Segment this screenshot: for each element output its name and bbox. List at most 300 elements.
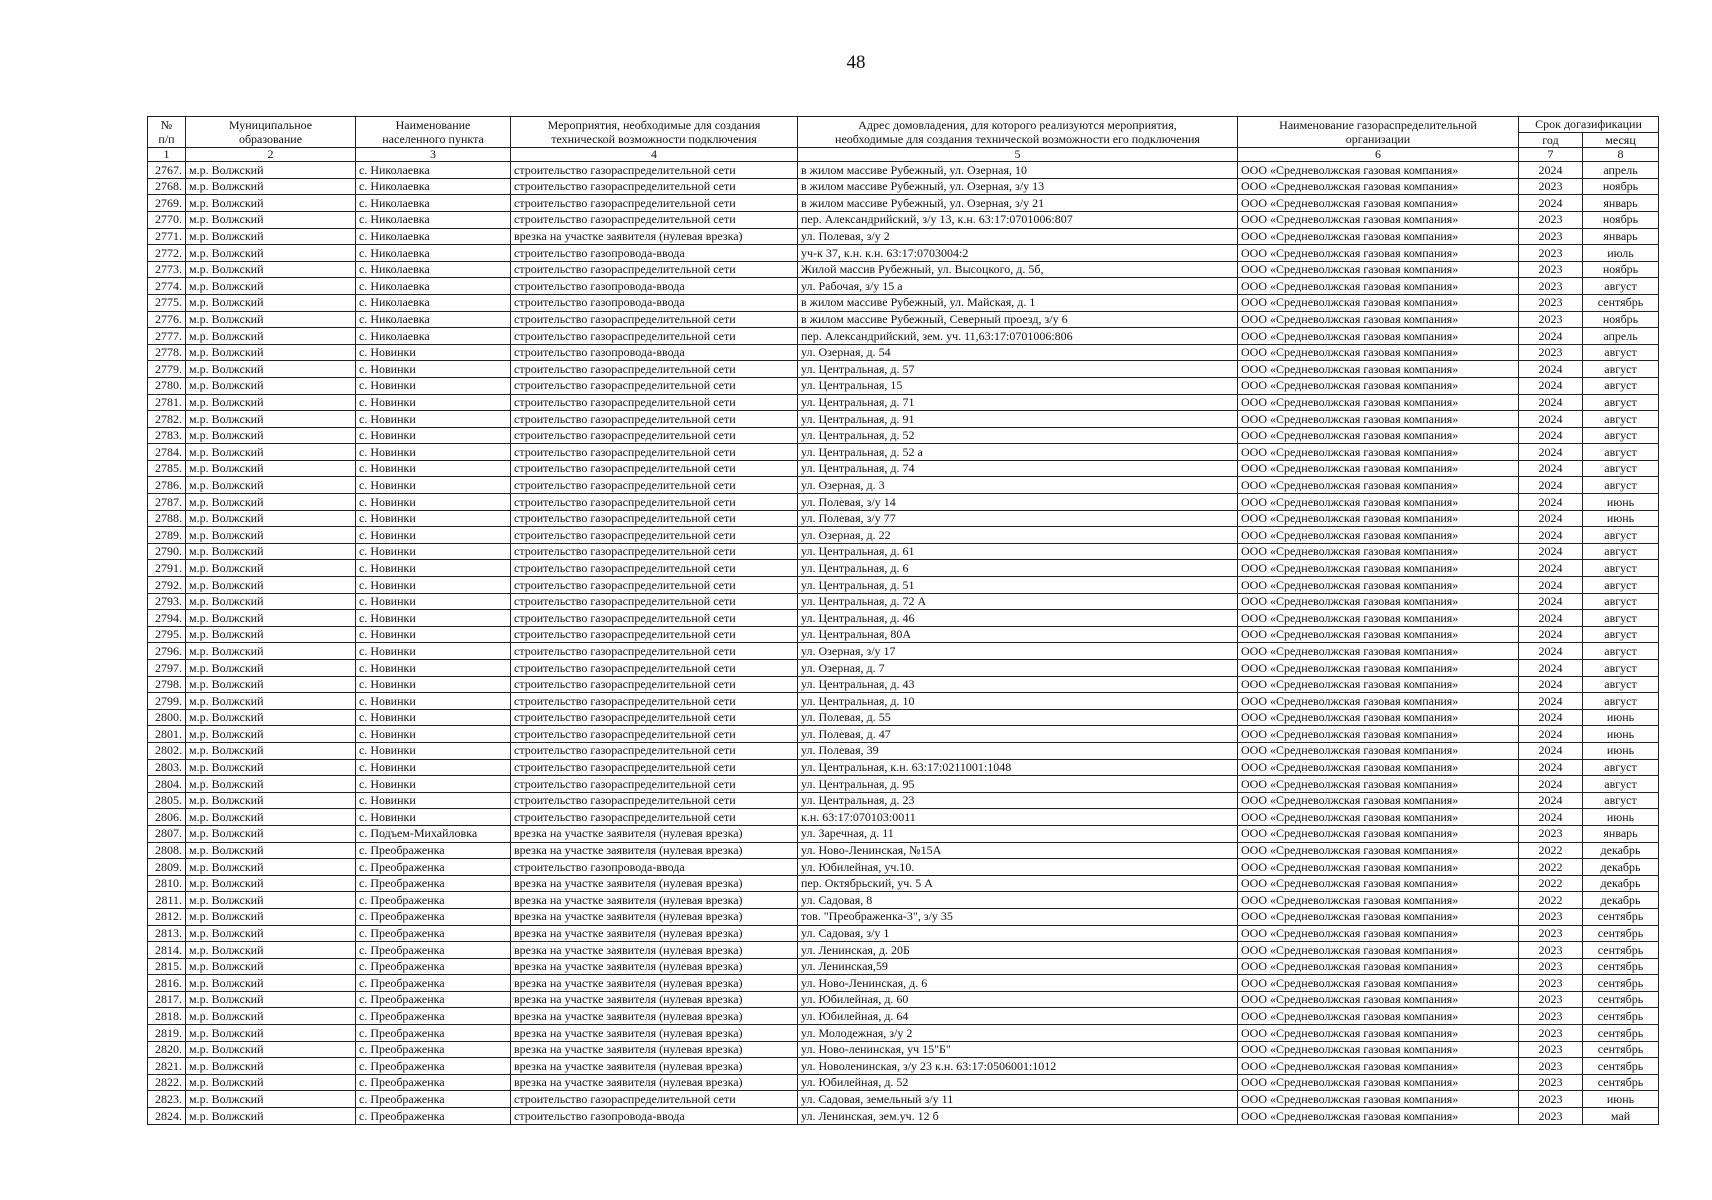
cell-gas-org: ООО «Средневолжская газовая компания» xyxy=(1238,195,1519,212)
cell-address: тов. "Преображенка-3", з/у 35 xyxy=(798,908,1238,925)
cell-num: 2806. xyxy=(148,809,186,826)
header-gas-org: Наименование газораспределительной организации xyxy=(1238,117,1519,148)
cell-municipality: м.р. Волжский xyxy=(186,693,356,710)
cell-month: ноябрь xyxy=(1583,211,1659,228)
cell-address: ул. Полевая, з/у 2 xyxy=(798,228,1238,245)
cell-measure: строительство газораспределительной сети xyxy=(511,444,798,461)
cell-num: 2793. xyxy=(148,593,186,610)
cell-month: июнь xyxy=(1583,726,1659,743)
cell-month: май xyxy=(1583,1108,1659,1125)
cell-year: 2024 xyxy=(1519,162,1583,179)
cell-settlement: с. Новинки xyxy=(356,560,511,577)
cell-year: 2023 xyxy=(1519,1074,1583,1091)
cell-measure: врезка на участке заявителя (нулевая врезка) xyxy=(511,908,798,925)
cell-address: ул. Полевая, 39 xyxy=(798,742,1238,759)
cell-month: август xyxy=(1583,278,1659,295)
table-row xyxy=(148,577,1659,594)
cell-gas-org: ООО «Средневолжская газовая компания» xyxy=(1238,162,1519,179)
cell-month: январь xyxy=(1583,228,1659,245)
cell-num: 2818. xyxy=(148,1008,186,1025)
cell-num: 2768. xyxy=(148,178,186,195)
cell-settlement: с. Преображенка xyxy=(356,958,511,975)
cell-address: ул. Центральная, д. 91 xyxy=(798,411,1238,428)
header-deadline: Срок догазификации xyxy=(1519,117,1659,133)
cell-gas-org: ООО «Средневолжская газовая компания» xyxy=(1238,311,1519,328)
cell-gas-org: ООО «Средневолжская газовая компания» xyxy=(1238,908,1519,925)
table-row xyxy=(148,1108,1659,1125)
cell-municipality: м.р. Волжский xyxy=(186,1025,356,1042)
table-body xyxy=(148,162,1659,1124)
cell-gas-org: ООО «Средневолжская газовая компания» xyxy=(1238,1008,1519,1025)
cell-municipality: м.р. Волжский xyxy=(186,859,356,876)
cell-settlement: с. Новинки xyxy=(356,577,511,594)
cell-gas-org: ООО «Средневолжская газовая компания» xyxy=(1238,1058,1519,1075)
cell-settlement: с. Новинки xyxy=(356,610,511,627)
cell-num: 2770. xyxy=(148,211,186,228)
cell-year: 2024 xyxy=(1519,742,1583,759)
cell-month: август xyxy=(1583,394,1659,411)
cell-address: ул. Заречная, д. 11 xyxy=(798,825,1238,842)
cell-num: 2796. xyxy=(148,643,186,660)
cell-gas-org: ООО «Средневолжская газовая компания» xyxy=(1238,460,1519,477)
cell-gas-org: ООО «Средневолжская газовая компания» xyxy=(1238,294,1519,311)
cell-year: 2024 xyxy=(1519,610,1583,627)
cell-address: в жилом массиве Рубежный, ул. Озерная, з/у 13 xyxy=(798,178,1238,195)
cell-year: 2024 xyxy=(1519,494,1583,511)
cell-num: 2775. xyxy=(148,294,186,311)
cell-address: в жилом массиве Рубежный, ул. Озерная, з/у 21 xyxy=(798,195,1238,212)
cell-address: ул. Центральная, д. 52 а xyxy=(798,444,1238,461)
cell-measure: строительство газораспределительной сети xyxy=(511,261,798,278)
cell-measure: строительство газораспределительной сети xyxy=(511,411,798,428)
cell-municipality: м.р. Волжский xyxy=(186,726,356,743)
cell-month: декабрь xyxy=(1583,875,1659,892)
table-row xyxy=(148,643,1659,660)
cell-measure: строительство газораспределительной сети xyxy=(511,311,798,328)
cell-settlement: с. Николаевка xyxy=(356,245,511,262)
cell-month: июль xyxy=(1583,245,1659,262)
cell-measure: строительство газораспределительной сети xyxy=(511,394,798,411)
cell-month: август xyxy=(1583,577,1659,594)
cell-year: 2024 xyxy=(1519,527,1583,544)
cell-settlement: с. Николаевка xyxy=(356,294,511,311)
cell-month: апрель xyxy=(1583,328,1659,345)
column-index: 4 xyxy=(511,148,798,162)
cell-measure: врезка на участке заявителя (нулевая врезка) xyxy=(511,991,798,1008)
cell-year: 2023 xyxy=(1519,942,1583,959)
cell-num: 2815. xyxy=(148,958,186,975)
cell-gas-org: ООО «Средневолжская газовая компания» xyxy=(1238,975,1519,992)
cell-num: 2801. xyxy=(148,726,186,743)
cell-measure: строительство газораспределительной сети xyxy=(511,709,798,726)
cell-gas-org: ООО «Средневолжская газовая компания» xyxy=(1238,726,1519,743)
cell-measure: строительство газораспределительной сети xyxy=(511,328,798,345)
cell-settlement: с. Новинки xyxy=(356,693,511,710)
cell-measure: строительство газораспределительной сети xyxy=(511,560,798,577)
cell-gas-org: ООО «Средневолжская газовая компания» xyxy=(1238,1025,1519,1042)
cell-settlement: с. Преображенка xyxy=(356,842,511,859)
cell-num: 2824. xyxy=(148,1108,186,1125)
cell-settlement: с. Новинки xyxy=(356,676,511,693)
cell-address: ул. Центральная, д. 52 xyxy=(798,427,1238,444)
cell-address: к.н. 63:17:070103:0011 xyxy=(798,809,1238,826)
table-row xyxy=(148,660,1659,677)
cell-settlement: с. Преображенка xyxy=(356,892,511,909)
cell-settlement: с. Новинки xyxy=(356,726,511,743)
cell-num: 2800. xyxy=(148,709,186,726)
column-index: 6 xyxy=(1238,148,1519,162)
table-row xyxy=(148,942,1659,959)
cell-municipality: м.р. Волжский xyxy=(186,245,356,262)
cell-gas-org: ООО «Средневолжская газовая компания» xyxy=(1238,477,1519,494)
cell-measure: врезка на участке заявителя (нулевая врезка) xyxy=(511,958,798,975)
cell-measure: строительство газораспределительной сети xyxy=(511,510,798,527)
cell-month: сентябрь xyxy=(1583,1008,1659,1025)
cell-year: 2024 xyxy=(1519,776,1583,793)
cell-num: 2784. xyxy=(148,444,186,461)
table-row xyxy=(148,975,1659,992)
cell-gas-org: ООО «Средневолжская газовая компания» xyxy=(1238,742,1519,759)
cell-address: ул. Центральная, д. 95 xyxy=(798,776,1238,793)
cell-address: ул. Центральная, к.н. 63:17:0211001:1048 xyxy=(798,759,1238,776)
table-row xyxy=(148,278,1659,295)
table-row xyxy=(148,626,1659,643)
cell-measure: строительство газораспределительной сети xyxy=(511,377,798,394)
cell-year: 2022 xyxy=(1519,892,1583,909)
cell-municipality: м.р. Волжский xyxy=(186,394,356,411)
cell-gas-org: ООО «Средневолжская газовая компания» xyxy=(1238,809,1519,826)
cell-address: ул. Центральная, д. 43 xyxy=(798,676,1238,693)
table-row xyxy=(148,1041,1659,1058)
table-row xyxy=(148,311,1659,328)
cell-measure: строительство газораспределительной сети xyxy=(511,427,798,444)
cell-municipality: м.р. Волжский xyxy=(186,527,356,544)
cell-month: сентябрь xyxy=(1583,908,1659,925)
cell-municipality: м.р. Волжский xyxy=(186,610,356,627)
cell-year: 2024 xyxy=(1519,693,1583,710)
cell-municipality: м.р. Волжский xyxy=(186,643,356,660)
table-row xyxy=(148,792,1659,809)
cell-measure: строительство газопровода-ввода xyxy=(511,1108,798,1125)
cell-address: ул. Озерная, д. 3 xyxy=(798,477,1238,494)
cell-num: 2791. xyxy=(148,560,186,577)
cell-num: 2819. xyxy=(148,1025,186,1042)
cell-settlement: с. Преображенка xyxy=(356,1041,511,1058)
cell-address: уч-к 37, к.н. к.н. 63:17:0703004:2 xyxy=(798,245,1238,262)
cell-gas-org: ООО «Средневолжская газовая компания» xyxy=(1238,510,1519,527)
cell-month: январь xyxy=(1583,825,1659,842)
cell-measure: строительство газораспределительной сети xyxy=(511,211,798,228)
cell-num: 2817. xyxy=(148,991,186,1008)
cell-num: 2803. xyxy=(148,759,186,776)
cell-settlement: с. Новинки xyxy=(356,394,511,411)
cell-measure: врезка на участке заявителя (нулевая врезка) xyxy=(511,942,798,959)
cell-address: ул. Центральная, 15 xyxy=(798,377,1238,394)
cell-gas-org: ООО «Средневолжская газовая компания» xyxy=(1238,875,1519,892)
cell-month: август xyxy=(1583,560,1659,577)
cell-month: июнь xyxy=(1583,809,1659,826)
cell-year: 2023 xyxy=(1519,344,1583,361)
cell-municipality: м.р. Волжский xyxy=(186,1058,356,1075)
cell-month: сентябрь xyxy=(1583,942,1659,959)
cell-settlement: с. Новинки xyxy=(356,411,511,428)
cell-address: ул. Рабочая, з/у 15 а xyxy=(798,278,1238,295)
cell-measure: врезка на участке заявителя (нулевая врезка) xyxy=(511,842,798,859)
cell-measure: строительство газопровода-ввода xyxy=(511,859,798,876)
cell-municipality: м.р. Волжский xyxy=(186,991,356,1008)
table-row xyxy=(148,1058,1659,1075)
cell-num: 2794. xyxy=(148,610,186,627)
cell-gas-org: ООО «Средневолжская газовая компания» xyxy=(1238,394,1519,411)
cell-month: сентябрь xyxy=(1583,294,1659,311)
cell-month: сентябрь xyxy=(1583,1025,1659,1042)
cell-address: ул. Юбилейная, уч.10. xyxy=(798,859,1238,876)
gasification-table xyxy=(147,116,1659,1125)
cell-month: сентябрь xyxy=(1583,958,1659,975)
cell-municipality: м.р. Волжский xyxy=(186,759,356,776)
cell-year: 2023 xyxy=(1519,958,1583,975)
cell-municipality: м.р. Волжский xyxy=(186,942,356,959)
cell-settlement: с. Новинки xyxy=(356,809,511,826)
cell-measure: строительство газораспределительной сети xyxy=(511,527,798,544)
cell-month: сентябрь xyxy=(1583,1058,1659,1075)
cell-measure: строительство газораспределительной сети xyxy=(511,726,798,743)
cell-year: 2023 xyxy=(1519,278,1583,295)
cell-settlement: с. Новинки xyxy=(356,344,511,361)
cell-settlement: с. Николаевка xyxy=(356,261,511,278)
cell-num: 2783. xyxy=(148,427,186,444)
cell-num: 2788. xyxy=(148,510,186,527)
cell-num: 2792. xyxy=(148,577,186,594)
table-row xyxy=(148,427,1659,444)
cell-municipality: м.р. Волжский xyxy=(186,278,356,295)
cell-settlement: с. Новинки xyxy=(356,643,511,660)
cell-year: 2023 xyxy=(1519,261,1583,278)
cell-gas-org: ООО «Средневолжская газовая компания» xyxy=(1238,676,1519,693)
cell-month: декабрь xyxy=(1583,892,1659,909)
table-row xyxy=(148,245,1659,262)
table-row xyxy=(148,361,1659,378)
cell-measure: строительство газораспределительной сети xyxy=(511,742,798,759)
cell-address: ул. Ленинская, д. 20Б xyxy=(798,942,1238,959)
cell-year: 2024 xyxy=(1519,543,1583,560)
cell-year: 2024 xyxy=(1519,411,1583,428)
table-row xyxy=(148,809,1659,826)
cell-year: 2022 xyxy=(1519,859,1583,876)
cell-gas-org: ООО «Средневолжская газовая компания» xyxy=(1238,942,1519,959)
table-row xyxy=(148,195,1659,212)
cell-measure: строительство газораспределительной сети xyxy=(511,460,798,477)
cell-settlement: с. Новинки xyxy=(356,494,511,511)
table-row xyxy=(148,859,1659,876)
cell-month: август xyxy=(1583,527,1659,544)
cell-gas-org: ООО «Средневолжская газовая компания» xyxy=(1238,1041,1519,1058)
cell-measure: строительство газораспределительной сети xyxy=(511,477,798,494)
column-index: 1 xyxy=(148,148,186,162)
cell-month: август xyxy=(1583,676,1659,693)
table-row xyxy=(148,444,1659,461)
cell-settlement: с. Преображенка xyxy=(356,991,511,1008)
table-row xyxy=(148,494,1659,511)
cell-measure: строительство газораспределительной сети xyxy=(511,577,798,594)
cell-measure: врезка на участке заявителя (нулевая врезка) xyxy=(511,975,798,992)
table-row xyxy=(148,162,1659,179)
cell-address: ул. Полевая, з/у 14 xyxy=(798,494,1238,511)
cell-municipality: м.р. Волжский xyxy=(186,560,356,577)
cell-year: 2024 xyxy=(1519,792,1583,809)
cell-address: ул. Полевая, д. 55 xyxy=(798,709,1238,726)
cell-year: 2023 xyxy=(1519,1025,1583,1042)
cell-year: 2023 xyxy=(1519,178,1583,195)
cell-month: август xyxy=(1583,610,1659,627)
cell-gas-org: ООО «Средневолжская газовая компания» xyxy=(1238,377,1519,394)
cell-gas-org: ООО «Средневолжская газовая компания» xyxy=(1238,178,1519,195)
cell-address: ул. Ленинская, зем.уч. 12 б xyxy=(798,1108,1238,1125)
cell-month: август xyxy=(1583,460,1659,477)
cell-num: 2802. xyxy=(148,742,186,759)
cell-month: август xyxy=(1583,344,1659,361)
cell-address: ул. Центральная, д. 61 xyxy=(798,543,1238,560)
cell-month: август xyxy=(1583,660,1659,677)
cell-year: 2024 xyxy=(1519,361,1583,378)
cell-num: 2823. xyxy=(148,1091,186,1108)
cell-municipality: м.р. Волжский xyxy=(186,178,356,195)
cell-address: в жилом массиве Рубежный, ул. Майская, д. 1 xyxy=(798,294,1238,311)
table-row xyxy=(148,377,1659,394)
cell-address: ул. Озерная, д. 7 xyxy=(798,660,1238,677)
cell-settlement: с. Новинки xyxy=(356,709,511,726)
cell-gas-org: ООО «Средневолжская газовая компания» xyxy=(1238,643,1519,660)
cell-settlement: с. Новинки xyxy=(356,444,511,461)
cell-month: декабрь xyxy=(1583,859,1659,876)
cell-year: 2023 xyxy=(1519,991,1583,1008)
cell-settlement: с. Преображенка xyxy=(356,859,511,876)
table-row xyxy=(148,460,1659,477)
cell-year: 2024 xyxy=(1519,593,1583,610)
table-row xyxy=(148,958,1659,975)
cell-gas-org: ООО «Средневолжская газовая компания» xyxy=(1238,925,1519,942)
cell-year: 2024 xyxy=(1519,560,1583,577)
cell-address: ул. Ново-Ленинская, №15А xyxy=(798,842,1238,859)
header-month: месяц xyxy=(1583,132,1659,148)
cell-gas-org: ООО «Средневолжская газовая компания» xyxy=(1238,527,1519,544)
cell-month: август xyxy=(1583,626,1659,643)
cell-settlement: с. Преображенка xyxy=(356,1091,511,1108)
cell-measure: врезка на участке заявителя (нулевая врезка) xyxy=(511,228,798,245)
cell-municipality: м.р. Волжский xyxy=(186,328,356,345)
cell-gas-org: ООО «Средневолжская газовая компания» xyxy=(1238,444,1519,461)
cell-month: август xyxy=(1583,477,1659,494)
table-row xyxy=(148,344,1659,361)
table-row xyxy=(148,991,1659,1008)
table-row xyxy=(148,261,1659,278)
cell-month: август xyxy=(1583,593,1659,610)
cell-month: август xyxy=(1583,693,1659,710)
cell-settlement: с. Новинки xyxy=(356,361,511,378)
cell-year: 2024 xyxy=(1519,394,1583,411)
cell-month: ноябрь xyxy=(1583,178,1659,195)
table-row xyxy=(148,842,1659,859)
cell-num: 2778. xyxy=(148,344,186,361)
cell-month: август xyxy=(1583,759,1659,776)
table-row xyxy=(148,908,1659,925)
cell-municipality: м.р. Волжский xyxy=(186,294,356,311)
cell-settlement: с. Николаевка xyxy=(356,178,511,195)
cell-municipality: м.р. Волжский xyxy=(186,626,356,643)
cell-measure: строительство газопровода-ввода xyxy=(511,245,798,262)
cell-num: 2780. xyxy=(148,377,186,394)
cell-num: 2782. xyxy=(148,411,186,428)
cell-measure: строительство газораспределительной сети xyxy=(511,693,798,710)
cell-num: 2789. xyxy=(148,527,186,544)
cell-address: пер. Александрийский, зем. уч. 11,63:17:0701006:806 xyxy=(798,328,1238,345)
cell-year: 2024 xyxy=(1519,643,1583,660)
cell-year: 2022 xyxy=(1519,875,1583,892)
cell-gas-org: ООО «Средневолжская газовая компания» xyxy=(1238,792,1519,809)
cell-month: ноябрь xyxy=(1583,261,1659,278)
cell-year: 2023 xyxy=(1519,311,1583,328)
cell-month: сентябрь xyxy=(1583,975,1659,992)
table-row xyxy=(148,411,1659,428)
cell-municipality: м.р. Волжский xyxy=(186,162,356,179)
cell-municipality: м.р. Волжский xyxy=(186,577,356,594)
cell-gas-org: ООО «Средневолжская газовая компания» xyxy=(1238,427,1519,444)
cell-gas-org: ООО «Средневолжская газовая компания» xyxy=(1238,991,1519,1008)
cell-municipality: м.р. Волжский xyxy=(186,660,356,677)
cell-measure: строительство газораспределительной сети xyxy=(511,676,798,693)
cell-gas-org: ООО «Средневолжская газовая компания» xyxy=(1238,842,1519,859)
cell-month: июнь xyxy=(1583,494,1659,511)
cell-num: 2821. xyxy=(148,1058,186,1075)
cell-gas-org: ООО «Средневолжская газовая компания» xyxy=(1238,610,1519,627)
cell-num: 2781. xyxy=(148,394,186,411)
table-row xyxy=(148,178,1659,195)
cell-month: август xyxy=(1583,776,1659,793)
cell-num: 2809. xyxy=(148,859,186,876)
cell-settlement: с. Николаевка xyxy=(356,328,511,345)
cell-gas-org: ООО «Средневолжская газовая компания» xyxy=(1238,660,1519,677)
cell-year: 2024 xyxy=(1519,460,1583,477)
cell-municipality: м.р. Волжский xyxy=(186,975,356,992)
cell-address: ул. Центральная, д. 74 xyxy=(798,460,1238,477)
cell-num: 2811. xyxy=(148,892,186,909)
cell-address: ул. Юбилейная, д. 52 xyxy=(798,1074,1238,1091)
cell-address: ул. Центральная, д. 23 xyxy=(798,792,1238,809)
cell-year: 2023 xyxy=(1519,1091,1583,1108)
cell-municipality: м.р. Волжский xyxy=(186,311,356,328)
cell-month: июнь xyxy=(1583,510,1659,527)
table-row xyxy=(148,543,1659,560)
cell-month: август xyxy=(1583,643,1659,660)
cell-address: ул. Полевая, з/у 77 xyxy=(798,510,1238,527)
cell-address: ул. Центральная, д. 51 xyxy=(798,577,1238,594)
cell-num: 2787. xyxy=(148,494,186,511)
cell-settlement: с. Новинки xyxy=(356,527,511,544)
cell-municipality: м.р. Волжский xyxy=(186,1108,356,1125)
cell-num: 2786. xyxy=(148,477,186,494)
cell-num: 2776. xyxy=(148,311,186,328)
cell-municipality: м.р. Волжский xyxy=(186,261,356,278)
cell-measure: строительство газораспределительной сети xyxy=(511,610,798,627)
cell-municipality: м.р. Волжский xyxy=(186,377,356,394)
cell-settlement: с. Новинки xyxy=(356,759,511,776)
cell-gas-org: ООО «Средневолжская газовая компания» xyxy=(1238,228,1519,245)
cell-num: 2785. xyxy=(148,460,186,477)
cell-settlement: с. Подъем-Михайловка xyxy=(356,825,511,842)
cell-month: сентябрь xyxy=(1583,1041,1659,1058)
cell-num: 2769. xyxy=(148,195,186,212)
cell-address: ул. Ново-ленинская, уч 15"Б" xyxy=(798,1041,1238,1058)
